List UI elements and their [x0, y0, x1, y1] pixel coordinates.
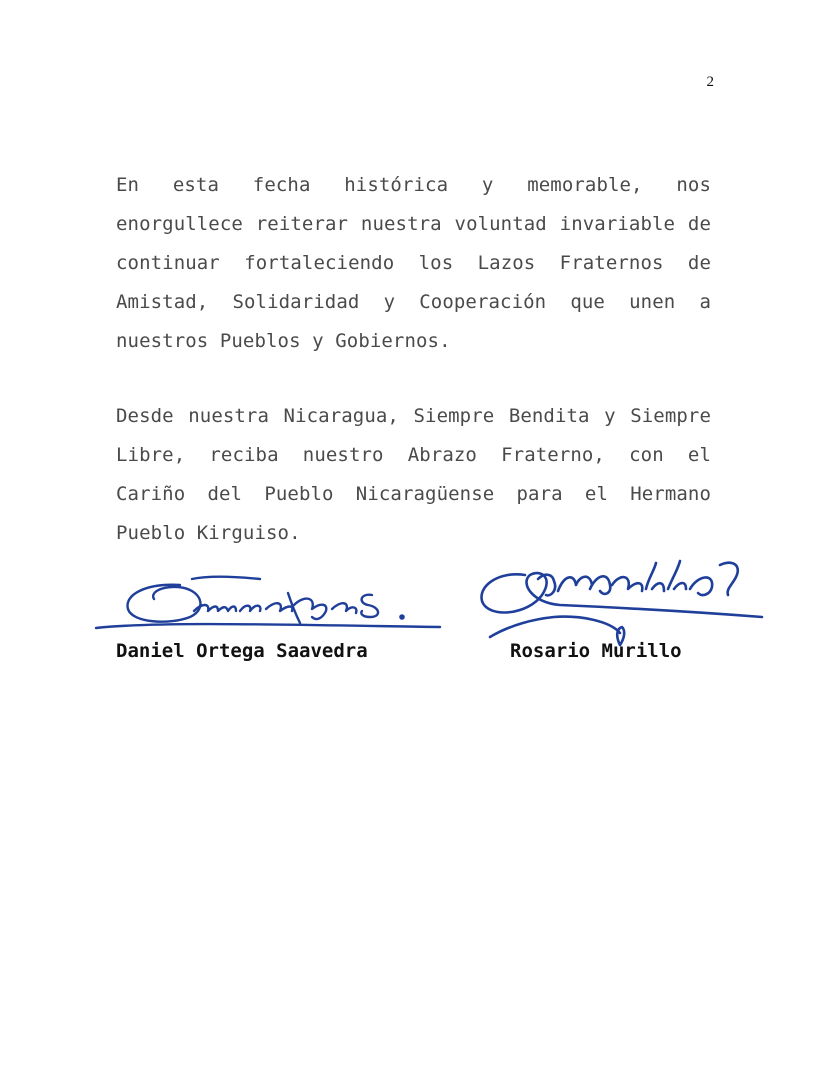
letter-paragraph-2: Desde nuestra Nicaragua, Siempre Bendita y Siempre Libre, reciba nuestro Abrazo Fraterno, con el Cariño del Pueblo Nicaragüense para el Hermano Pueblo Kirguiso.: [116, 405, 711, 544]
signer-name-daniel-ortega: Daniel Ortega Saavedra: [116, 640, 368, 662]
signature-daniel-ortega: [90, 565, 450, 645]
signer-name-rosario-murillo: Rosario Murillo: [510, 640, 682, 662]
letter-paragraph-1: En esta fecha histórica y memorable, nos enorgullece reiterar nuestra voluntad invariable de continuar fortaleciendo los Lazos Fraternos de Amistad, Solidaridad y Cooperación que unen a nuestros Pueblos y Gobiernos.: [116, 174, 711, 352]
signature-rosario-murillo: [470, 545, 770, 655]
page-number: 2: [706, 74, 714, 90]
